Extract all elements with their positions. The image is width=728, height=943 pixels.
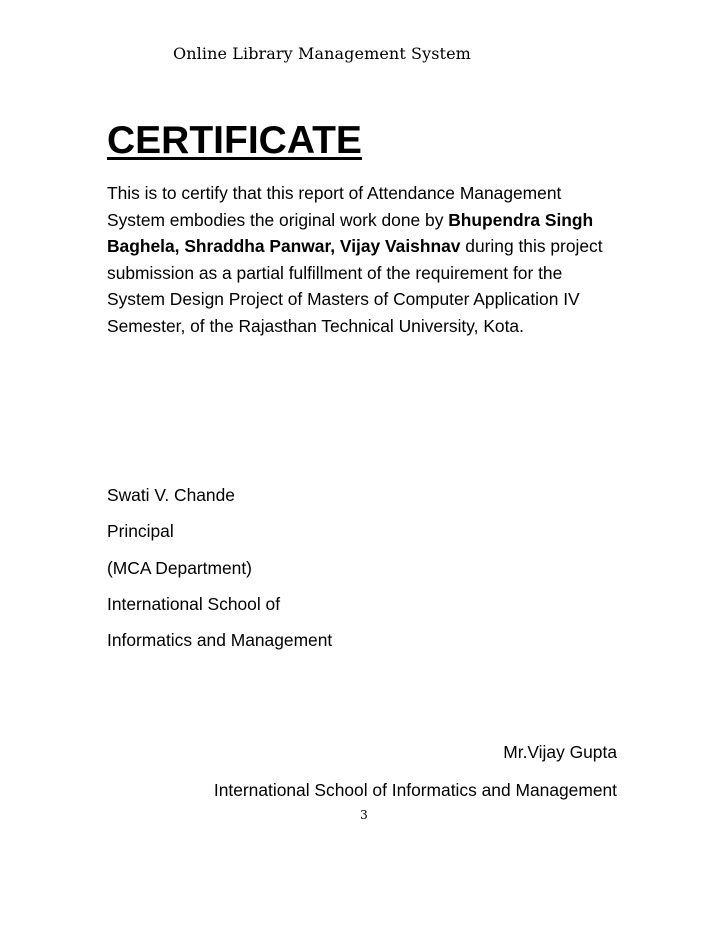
principal-designation: Principal [107,521,174,542]
principal-name: Swati V. Chande [107,485,235,505]
principal-school-line2: Informatics and Management [107,630,333,651]
body-text-part2: during this project submission as a partial fulfillment of the requirement for the System Design Project of Masters of Computer Application IV Semester, of the Rajasthan Technical University, Kota. [107,236,603,336]
page-number [0,808,728,822]
running-header-text: Online Library Management System [173,44,471,63]
guide-institution: International School of Informatics and Management [213,780,617,800]
principal-department: (MCA Department) [107,557,252,578]
certificate-body [107,180,623,340]
running-header [0,44,728,63]
certificate-title: CERTIFICATE [107,119,362,162]
principal-school-line1: International School of [107,593,281,614]
student-names: Bhupendra Singh Baghela, Shraddha Panwar, Vijay Vaishnav [107,209,594,257]
principal-signature-block [107,481,332,662]
body-text-part1: This is to certify that this report of Attendance Management System embodies the original work done by [107,183,562,230]
page-number-text: 3 [360,808,368,822]
guide-name: Mr.Vijay Gupta [503,742,617,762]
